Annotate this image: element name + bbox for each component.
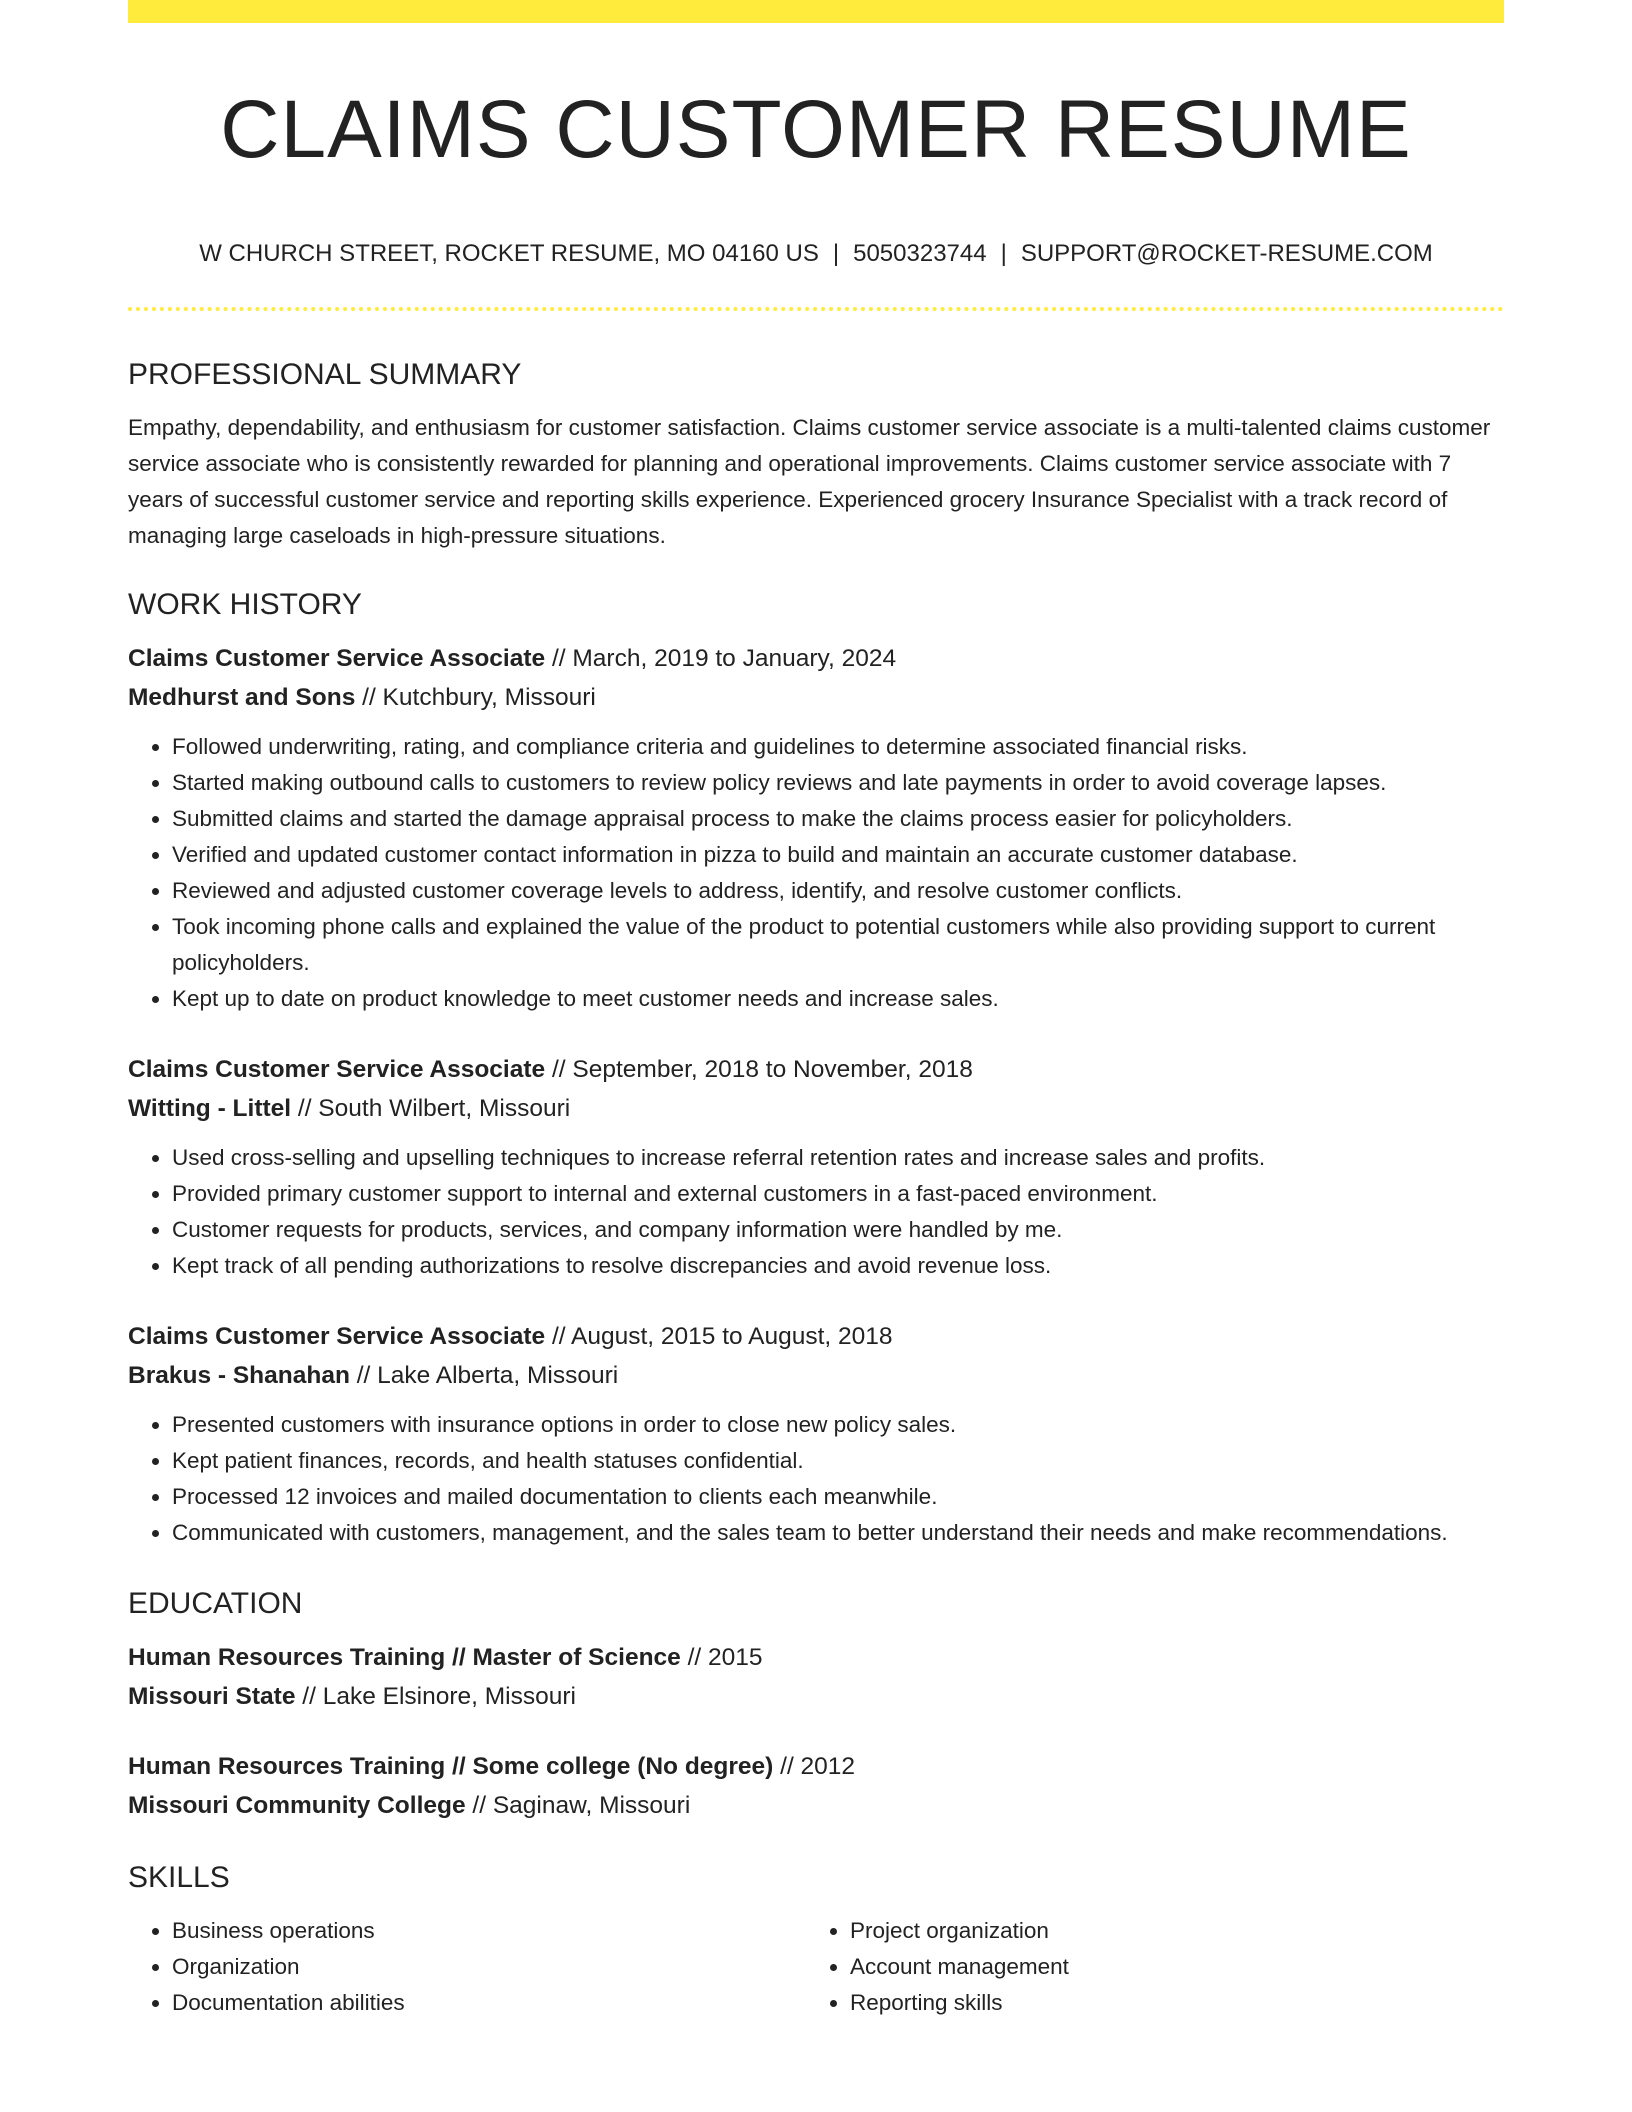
job-dates: // March, 2019 to January, 2024 [545, 645, 897, 672]
contact-address: W CHURCH STREET, ROCKET RESUME, MO 04160 US [199, 240, 819, 267]
list-item: • Kept track of all pending authorizations to resolve discrepancies and avoid revenue loss. [172, 1248, 1504, 1284]
contact-separator: | [1000, 240, 1007, 267]
list-item: • Customer requests for products, services, and company information were handled by me. [172, 1212, 1504, 1248]
education-degree-line [128, 1639, 1504, 1678]
accent-top-bar [128, 0, 1504, 23]
education-school-line [128, 1678, 1504, 1717]
contact-line [128, 236, 1504, 272]
contact-phone: 5050323744 [853, 240, 987, 267]
resume-title: CLAIMS CUSTOMER RESUME [220, 84, 1412, 175]
section-heading-work: WORK HISTORY [128, 588, 362, 621]
contact-email: SUPPORT@ROCKET-RESUME.COM [1020, 240, 1433, 267]
job-location: // Lake Alberta, Missouri [349, 1361, 619, 1389]
skills-list-left [128, 1913, 806, 2021]
list-item: • Account management [850, 1949, 1504, 1985]
section-heading-skills: SKILLS [128, 1861, 230, 1894]
education-entry [128, 1748, 1504, 1825]
education-entry [128, 1639, 1504, 1716]
job-bullets [128, 729, 1504, 1017]
job-location: // South Wilbert, Missouri [291, 1094, 571, 1122]
education-year: // 2015 [680, 1644, 763, 1671]
job-dates: // August, 2015 to August, 2018 [545, 1323, 893, 1350]
list-item: • Organization [172, 1949, 806, 1985]
job-bullets [128, 1407, 1504, 1551]
education-degree: Human Resources Training // Some college (No degree) [128, 1753, 774, 1780]
list-item: • Kept up to date on product knowledge to meet customer needs and increase sales. [172, 981, 1504, 1017]
list-item: • Submitted claims and started the damage appraisal process to make the claims process easier for policyholders. [172, 801, 1504, 837]
job-bullets [128, 1140, 1504, 1284]
list-item: • Reporting skills [850, 1985, 1504, 2021]
job-company-line [128, 679, 1504, 718]
summary-section [128, 350, 1504, 554]
job-company: Brakus - Shanahan [128, 1361, 350, 1389]
section-heading-summary: PROFESSIONAL SUMMARY [128, 358, 522, 391]
education-degree: Human Resources Training // Master of Science [128, 1644, 681, 1671]
work-history-section [128, 580, 1504, 1551]
list-item: • Verified and updated customer contact information in pizza to build and maintain an accurate customer database. [172, 837, 1504, 873]
list-item: • Business operations [172, 1913, 806, 1949]
list-item: • Followed underwriting, rating, and compliance criteria and guidelines to determine associated financial risks. [172, 729, 1504, 765]
list-item: • Provided primary customer support to internal and external customers in a fast-paced environment. [172, 1176, 1504, 1212]
job-entry [128, 1318, 1504, 1551]
job-title: Claims Customer Service Associate [128, 1323, 546, 1350]
list-item: • Processed 12 invoices and mailed documentation to clients each meanwhile. [172, 1479, 1504, 1515]
job-title: Claims Customer Service Associate [128, 1056, 546, 1083]
job-title-line [128, 1318, 1504, 1357]
education-year: // 2012 [773, 1753, 856, 1780]
list-item: • Communicated with customers, management, and the sales team to better understand their needs and make recommendations. [172, 1515, 1504, 1551]
skills-section [128, 1853, 1504, 2021]
job-entry [128, 1051, 1504, 1284]
education-section [128, 1579, 1504, 1825]
dotted-divider [128, 307, 1504, 311]
education-school-line [128, 1787, 1504, 1826]
list-item: • Documentation abilities [172, 1985, 806, 2021]
job-company-line [128, 1090, 1504, 1129]
job-company-line [128, 1357, 1504, 1396]
job-entry [128, 640, 1504, 1017]
job-title-line [128, 1051, 1504, 1090]
summary-text: Empathy, dependability, and enthusiasm for customer satisfaction. Claims customer service associate is a multi-talented claims customer service associate who is consistently rewarded for planning and operational improvements. Claims customer service associate with 7 years of successful customer service and reporting skills experience. Experienced grocery Insurance Specialist with a track record of managing large caseloads in high-pressure situations. [128, 415, 1491, 548]
job-dates: // September, 2018 to November, 2018 [545, 1056, 973, 1083]
job-title: Claims Customer Service Associate [128, 645, 546, 672]
contact-separator: | [832, 240, 840, 267]
education-school: Missouri State [128, 1682, 296, 1710]
section-heading-education: EDUCATION [128, 1587, 303, 1620]
job-company: Witting - Littel [128, 1094, 292, 1122]
list-item: • Project organization [850, 1913, 1504, 1949]
job-location: // Kutchbury, Missouri [355, 683, 596, 711]
education-location: // Saginaw, Missouri [465, 1791, 691, 1819]
resume-body [128, 350, 1504, 2021]
list-item: • Took incoming phone calls and explained the value of the product to potential customers while also providing support to current policyholders. [172, 909, 1504, 981]
list-item: • Reviewed and adjusted customer coverage levels to address, identify, and resolve customer conflicts. [172, 873, 1504, 909]
skills-grid [128, 1913, 1504, 2021]
education-school: Missouri Community College [128, 1791, 466, 1819]
skills-list-right [806, 1913, 1504, 2021]
education-location: // Lake Elsinore, Missouri [295, 1682, 576, 1710]
list-item: • Presented customers with insurance options in order to close new policy sales. [172, 1407, 1504, 1443]
list-item: • Started making outbound calls to customers to review policy reviews and late payments in order to avoid coverage lapses. [172, 765, 1504, 801]
list-item: • Kept patient finances, records, and health statuses confidential. [172, 1443, 1504, 1479]
job-company: Medhurst and Sons [128, 683, 356, 711]
list-item: • Used cross-selling and upselling techniques to increase referral retention rates and increase sales and profits. [172, 1140, 1504, 1176]
job-title-line [128, 640, 1504, 679]
education-degree-line [128, 1748, 1504, 1787]
